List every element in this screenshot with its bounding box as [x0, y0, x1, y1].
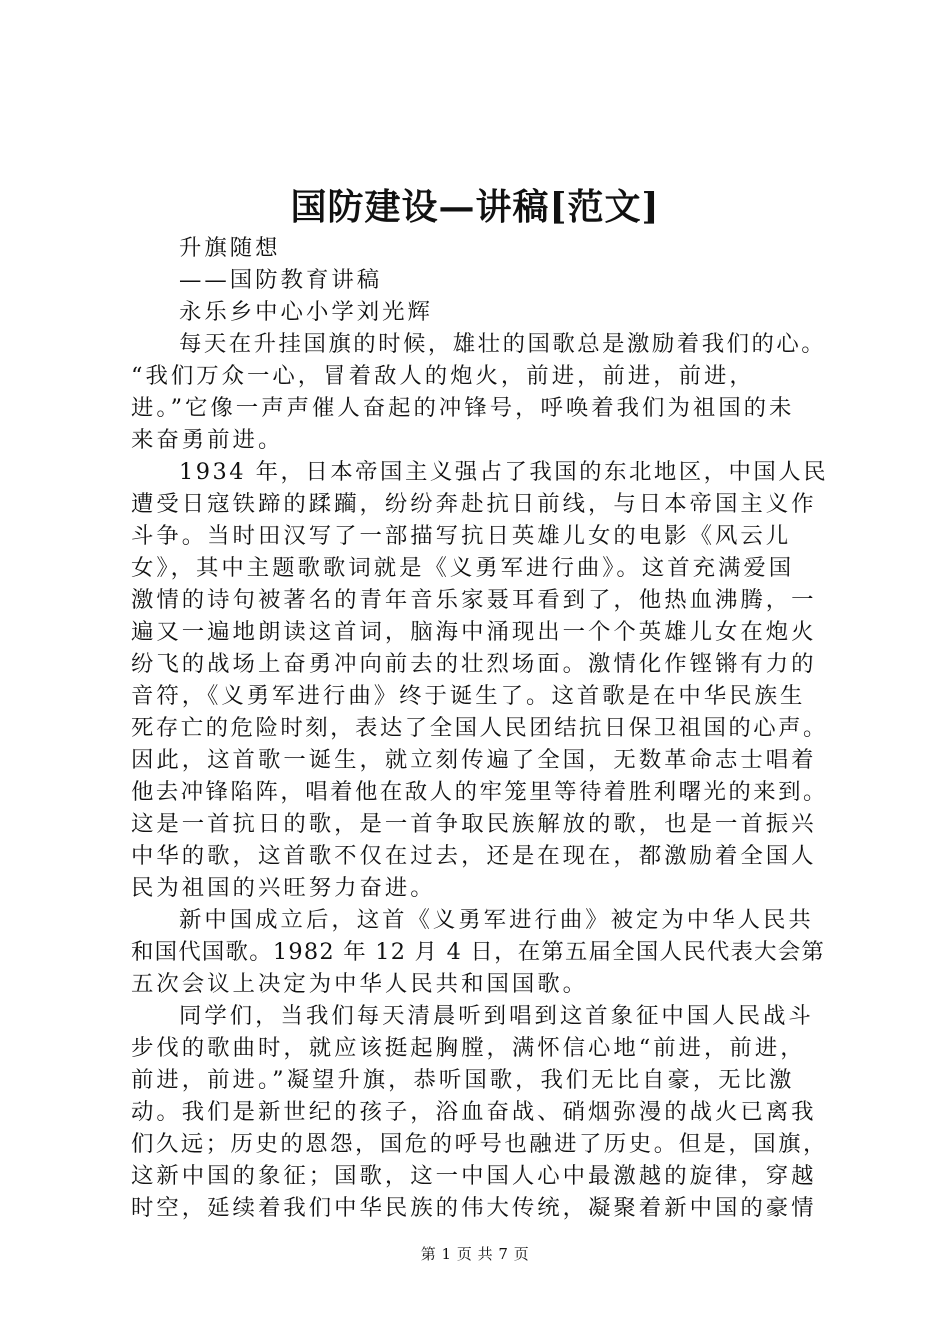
text-line: 这是一首抗日的歌，是一首争取民族解放的歌，也是一首振兴 — [131, 811, 817, 837]
text-line: 斗争。当时田汉写了一部描写抗日英雄儿女的电影《风云儿 — [131, 523, 792, 549]
text-line: 永乐乡中心小学刘光辉 — [179, 299, 433, 325]
text-line: 遭受日寇铁蹄的蹂躏，纷纷奔赴抗日前线，与日本帝国主义作 — [131, 491, 817, 517]
text-line: 1934 年，日本帝国主义强占了我国的东北地区，中国人民 — [179, 459, 829, 485]
text-line: 升旗随想 — [179, 235, 281, 261]
text-line: 进。”它像一声声催人奋起的冲锋号，呼唤着我们为祖国的未 — [131, 395, 795, 421]
text-line: 纷飞的战场上奋勇冲向前去的壮烈场面。激情化作铿锵有力的 — [131, 651, 817, 677]
page-footer: 第 1 页 共 7 页 — [420, 1245, 530, 1263]
text-line: 激情的诗句被著名的青年音乐家聂耳看到了，他热血沸腾，一 — [131, 587, 817, 613]
text-line: 和国代国歌。1982 年 12 月 4 日，在第五届全国人民代表大会第 — [131, 939, 826, 965]
text-line: “我们万众一心，冒着敌人的炮火，前进，前进，前进， — [131, 363, 755, 389]
text-line: 每天在升挂国旗的时候，雄壮的国歌总是激励着我们的心。 — [179, 331, 827, 357]
text-line: ——国防教育讲稿 — [179, 267, 383, 293]
text-line: 来奋勇前进。 — [131, 427, 284, 453]
text-line: 动。我们是新世纪的孩子，浴血奋战、硝烟弥漫的战火已离我 — [131, 1099, 817, 1125]
text-line: 前进，前进。”凝望升旗，恭听国歌，我们无比自豪，无比激 — [131, 1067, 795, 1093]
text-line: 遍又一遍地朗读这首词，脑海中涌现出一个个英雄儿女在炮火 — [131, 619, 817, 645]
document-title: 国防建设—讲稿[范文] — [290, 186, 660, 228]
text-line: 步伐的歌曲时，就应该挺起胸膛，满怀信心地“前进，前进， — [131, 1035, 806, 1061]
text-line: 死存亡的危险时刻，表达了全国人民团结抗日保卫祖国的心声。 — [131, 715, 828, 741]
text-line: 们久远；历史的恩怨，国危的呼号也融进了历史。但是，国旗， — [131, 1131, 828, 1157]
text-line: 这新中国的象征；国歌，这一中国人心中最激越的旋律，穿越 — [131, 1163, 817, 1189]
text-line: 同学们，当我们每天清晨听到唱到这首象征中国人民战斗 — [179, 1003, 814, 1029]
text-line: 音符，《义勇军进行曲》终于诞生了。这首歌是在中华民族生 — [131, 683, 806, 709]
text-line: 他去冲锋陷阵，唱着他在敌人的牢笼里等待着胜利曙光的来到。 — [131, 779, 828, 805]
document-body — [131, 232, 831, 1224]
text-line: 时空，延续着我们中华民族的伟大传统，凝聚着新中国的豪情 — [131, 1195, 817, 1221]
text-line: 五次会议上决定为中华人民共和国国歌。 — [131, 971, 589, 997]
text-line: 民为祖国的兴旺努力奋进。 — [131, 875, 436, 901]
text-line: 新中国成立后，这首《义勇军进行曲》被定为中华人民共 — [179, 907, 814, 933]
text-line: 女》，其中主题歌歌词就是《义勇军进行曲》。这首充满爱国 — [131, 555, 795, 581]
text-line: 中华的歌，这首歌不仅在过去，还是在现在，都激励着全国人 — [131, 843, 817, 869]
text-line: 因此，这首歌一诞生，就立刻传遍了全国，无数革命志士唱着 — [131, 747, 817, 773]
